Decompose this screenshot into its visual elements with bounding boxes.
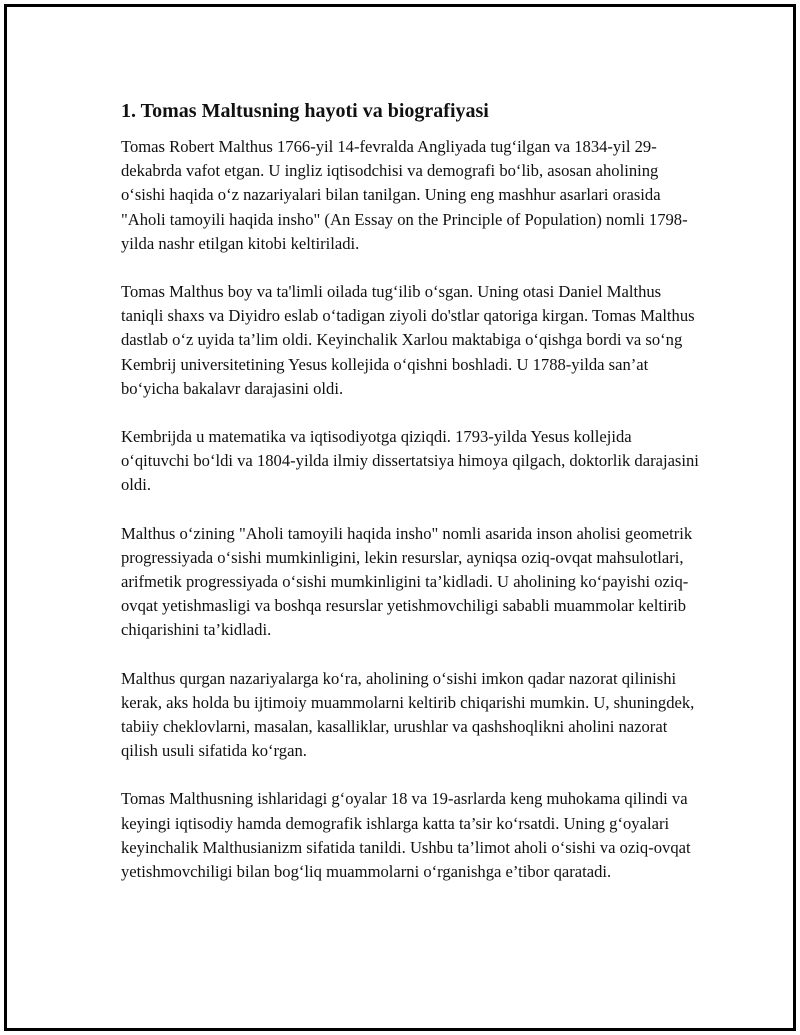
document-body xyxy=(121,97,701,908)
paragraph-family-education: Tomas Malthus boy va ta'limli oilada tug‘ilib o‘sgan. Uning otasi Daniel Malthus taniqli shaxs va Diyidro eslab o‘tadigan ziyoli do'stlar qatoriga kirgan. Tomas Malthus dastlab o‘z uyida ta’lim oldi. Keyinchalik Xarlou maktabiga o‘qishga bordi va so‘ng Kembrij universitetining Yesus kollejida o‘qishni boshladi. U 1788-yilda san’at bo‘yicha bakalavr darajasini oldi. xyxy=(121,282,695,398)
paragraph-population-control: Malthus qurgan nazariyalarga ko‘ra, aholining o‘sishi imkon qadar nazorat qilinishi kerak, aks holda bu ijtimoiy muammolarni keltirib chiqarishi mumkin. U, shuningdek, tabiiy cheklovlarni, masalan, kasalliklar, urushlar va qashshoqlikni aholini nazorat qilish usuli sifatida ko‘rgan. xyxy=(121,668,695,761)
paragraph-essay-theory: Malthus o‘zining "Aholi tamoyili haqida insho" nomli asarida inson aholisi geometrik progressiyada o‘sishi mumkinligini, lekin resurslar, ayniqsa oziq-ovqat mahsulotlari, arifmetik progressiyada o‘sishi mumkinligini ta’kidladi. U aholining ko‘payishi oziq-ovqat yetishmasligi va boshqa resurslar yetishmovchiligi sababli muammolar keltirib chiqarishini ta’kidladi. xyxy=(121,523,693,640)
paragraph-birth: Tomas Robert Malthus 1766-yil 14-fevralda Angliyada tug‘ilgan va 1834-yil 29-dekabrda vafot etgan. U ingliz iqtisodchisi va demografi bo‘lib, asosan aholining o‘sishi haqida o‘z nazariyalari bilan tanilgan. Uning eng mashhur asarlari orasida "Aholi tamoyili haqida insho" (An Essay on the Principle of Population) nomli 1798-yilda nashr etilgan kitobi keltiriladi. xyxy=(121,137,688,253)
page-border xyxy=(4,4,796,1031)
paragraph-cambridge: Kembrijda u matematika va iqtisodiyotga qiziqdi. 1793-yilda Yesus kollejida o‘qituvchi bo‘ldi va 1804-yilda ilmiy dissertatsiya himoya qilgach, doktorlik darajasini oldi. xyxy=(121,427,699,495)
paragraph-legacy: Tomas Malthusning ishlaridagi g‘oyalar 18 va 19-asrlarda keng muhokama qilindi va keyingi iqtisodiy hamda demografik ishlarga katta ta’sir ko‘rsatdi. Uning g‘oyalari keyinchalik Malthusianizm sifatida tanildi. Ushbu ta’limot aholi o‘sishi va oziq-ovqat yetishmovchiligi bilan bog‘liq muammolarni o‘rganishga e’tibor qaratadi. xyxy=(121,789,691,882)
section-heading: 1. Tomas Maltusning hayoti va biografiyasi xyxy=(121,100,489,122)
